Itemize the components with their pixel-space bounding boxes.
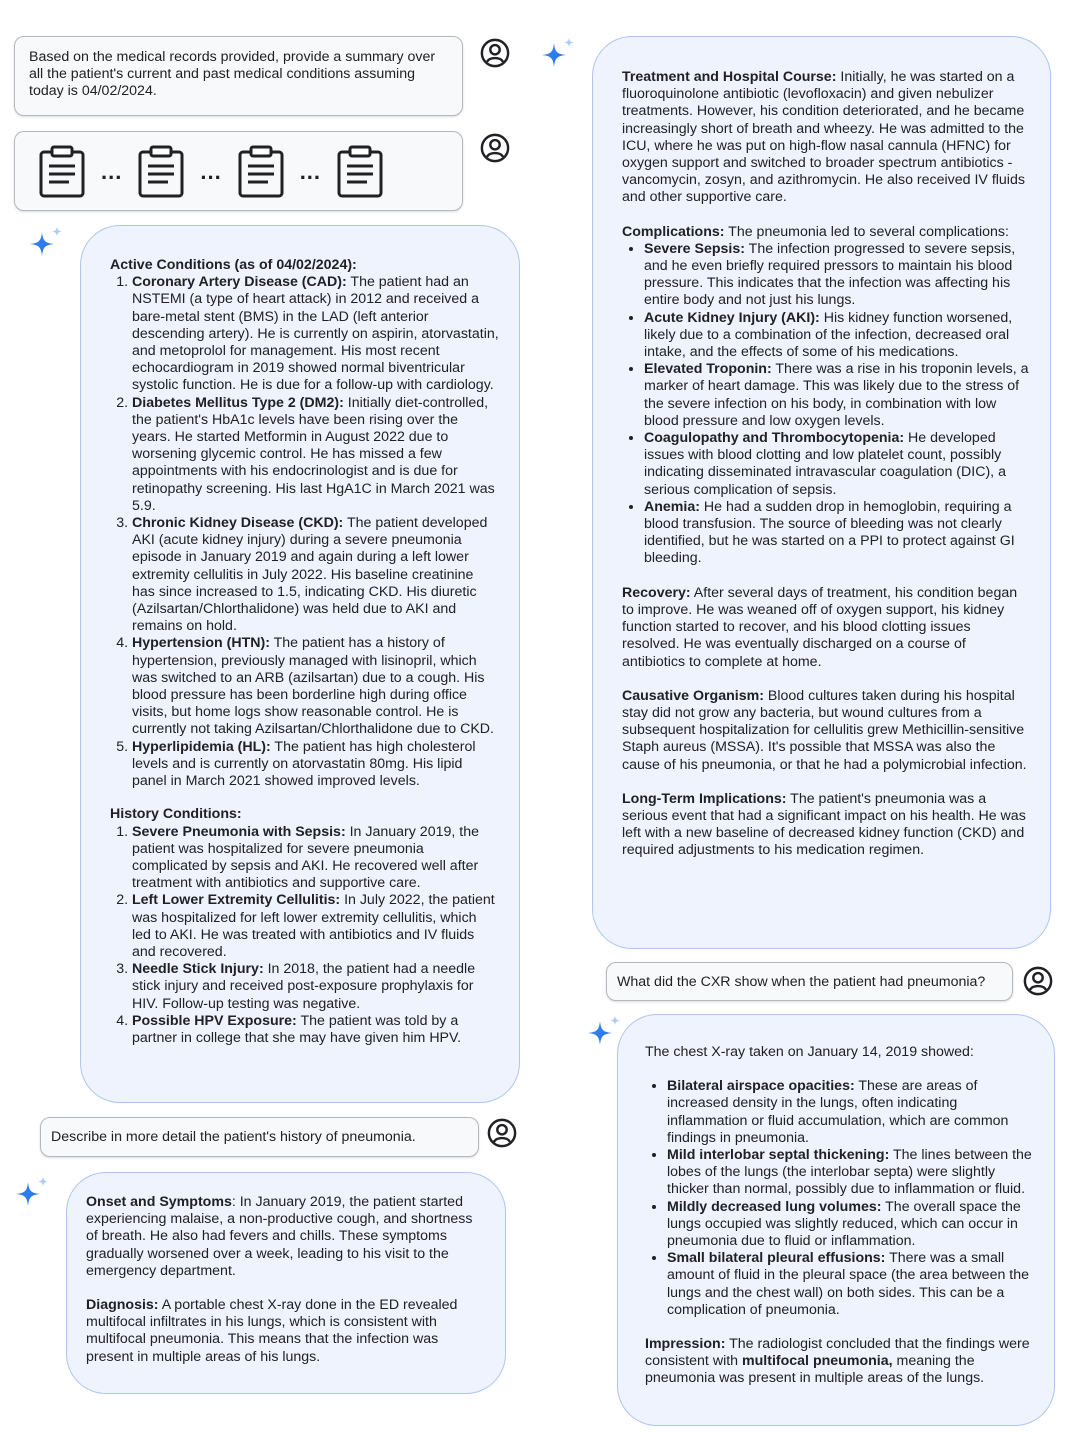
prompt-pneumonia-text: Describe in more detail the patient's history of pneumonia.: [51, 1129, 416, 1145]
list-item: • Acute Kidney Injury (AKI): His kidney function worsened, likely due to a combination of the infection, decreased oral intake, and the effects of some of his medications.: [644, 310, 1030, 362]
active-conditions-list: [110, 274, 499, 790]
response-pneumonia-part2: [592, 36, 1051, 949]
list-item: • Bilateral airspace opacities: These are areas of increased density in the lungs, often indicating inflammation or fluid accumulation, which are common findings in pneumonia.: [667, 1078, 1036, 1147]
user-avatar-icon: [480, 133, 510, 163]
diagnosis-section: Diagnosis: A portable chest X-ray done in the ED revealed multifocal infiltrates in his lungs, which is consistent with multifocal pneumonia. This means that the infection was present in multiple areas of his lungs.: [86, 1297, 458, 1365]
attachments-panel: [14, 131, 463, 211]
list-item: 2. Diabetes Mellitus Type 2 (DM2): Initially diet-controlled, the patient's HbA1c levels have been rising over the years. He started Metformin in August 2022 due to worsening glycemic control. He has missed a few appointments with his endocrinologist and is due for retinopathy screening. His last HgA1C in March 2021 was 5.9.: [132, 395, 499, 515]
gemini-sparkle-icon: [586, 1015, 622, 1051]
list-item: 3. Needle Stick Injury: In 2018, the patient had a needle stick injury and received post-exposure prophylaxis for HIV. Follow-up testing was negative.: [132, 961, 499, 1013]
user-avatar-icon: [1023, 966, 1053, 996]
gemini-sparkle-icon: [28, 226, 64, 262]
list-item: • Mild interlobar septal thickening: The lines between the lobes of the lungs (the interlobar septa) were slightly thicker than normal, possibly due to inflammation or fluid.: [667, 1147, 1036, 1199]
response-summary: [80, 225, 520, 1103]
list-item: 4. Hypertension (HTN): The patient has a history of hypertension, previously managed with lisinopril, which was switched to an ARB (azilsartan) due to a cough. His blood pressure has been borderline high during office visits, but home logs show reasonable control. He is currently not taking Azilsartan/Chlorthalidone due to CKD.: [132, 635, 499, 738]
complications-section: Complications: The pneumonia led to several complications: • Severe Sepsis: The infection progressed to severe sepsis, and he even briefly required pressors to maintain his blood pressure. This indicates that the infection was affecting his entire body and not just his lungs. • Acute Kidney Injury (AKI): His kidney function worsened, likely due to a combination of the infection, decreased oral intake, and the effects of some of his medications. • Elevated Troponin: There was a rise in his troponin levels, a marker of heart damage. This was likely due to the stress of the severe infection on his body, in combination with low blood pressure and low oxygen levels. • Coagulopathy and Thrombocytopenia: He developed issues with blood clotting and low platelet count, possibly indicating disseminated intravascular coagulation (DIC), a serious complication of sepsis. • Anemia: He had a sudden drop in hemoglobin, requiring a blood transfusion. The source of bleeding was not clearly identified, but he was started on a PPI to protect against GI bleeding.: [622, 224, 1030, 568]
list-item: • Severe Sepsis: The infection progressed to severe sepsis, and he even briefly required pressors to maintain his blood pressure. This indicates that the infection was affecting his entire body and not just his lungs.: [644, 241, 1030, 310]
history-conditions-heading: History Conditions:: [110, 806, 242, 823]
list-item: 3. Chronic Kidney Disease (CKD): The patient developed AKI (acute kidney injury) during a severe pneumonia episode in January 2019 and again during a left lower extremity cellulitis in July 2022. His baseline creatinine has since increased to 1.5, indicating CKD. His diuretic (Azilsartan/Chlorthalidone) was held due to AKI and remains on hold.: [132, 515, 499, 635]
long-term-section: Long-Term Implications: The patient's pneumonia was a serious event that had a significant impact on his health. He was left with a new baseline of decreased kidney function (CKD) and required adjustments to his medication regimen.: [622, 790, 1026, 859]
gemini-sparkle-icon: [540, 37, 576, 73]
list-item: 5. Hyperlipidemia (HL): The patient has high cholesterol levels and is currently on atorvastatin 80mg. His lipid panel in March 2021 showed improved levels.: [132, 739, 499, 791]
document-icon[interactable]: [236, 144, 286, 198]
user-avatar-icon: [480, 38, 510, 68]
user-avatar-icon: [487, 1118, 517, 1148]
ellipsis: ...: [200, 158, 222, 184]
recovery-section: Recovery: After several days of treatment, his condition began to improve. He was weaned off of oxygen support, his kidney function started to recover, and his blood clotting issues resolved. He was eventually discharged on a course of antibiotics to complete at home.: [622, 584, 1018, 670]
list-item: • Mildly decreased lung volumes: The overall space the lungs occupied was slightly reduced, which can occur in pneumonia due to fluid or inflammation.: [667, 1199, 1036, 1251]
list-item: 1. Coronary Artery Disease (CAD): The patient had an NSTEMI (a type of heart attack) in 2012 and received a bare-metal stent (BMS) in the LAD (left anterior descending artery). He is currently on aspirin, atorvastatin, and metoprolol for management. His most recent echocardiogram in 2019 showed normal biventricular systolic function. He is due for a follow-up with cardiology.: [132, 274, 499, 394]
list-item: 1. Severe Pneumonia with Sepsis: In January 2019, the patient was hospitalized for severe pneumonia complicated by sepsis and AKI. He recovered well after treatment with antibiotics and supportive care.: [132, 824, 499, 893]
ellipsis: ...: [299, 158, 322, 184]
list-item: • Small bilateral pleural effusions: There was a small amount of fluid in the pleural space (the area between the lungs and the chest wall) on both sides. This can be a complication of pneumonia.: [667, 1250, 1036, 1319]
list-item: 4. Possible HPV Exposure: The patient was told by a partner in college that she may have given him HPV.: [132, 1013, 499, 1047]
prompt-cxr-text: What did the CXR show when the patient had pneumonia?: [617, 974, 986, 990]
organism-section: Causative Organism: Blood cultures taken during his hospital stay did not grow any bacteria, but wound cultures from a subsequent hospitalization for cellulitis grew Methicillin-sensitive Staph aureus (MSSA). It's possible that MSSA was also the cause of his pneumonia, or that he had a polymicrobial infection.: [622, 687, 1027, 773]
list-item: • Coagulopathy and Thrombocytopenia: He developed issues with blood clotting and low platelet count, possibly indicating disseminated intravascular coagulation (DIC), a serious complication of sepsis.: [644, 430, 1030, 499]
list-item: 2. Left Lower Extremity Cellulitis: In July 2022, the patient was hospitalized for left lower extremity cellulitis, which led to AKI. He was treated with antibiotics and IV fluids and recovered.: [132, 892, 499, 961]
list-item: • Elevated Troponin: There was a rise in his troponin levels, a marker of heart damage. This was likely due to the stress of the severe infection on his body, in combination with low blood pressure and low oxygen levels.: [644, 361, 1030, 430]
response-cxr: [617, 1014, 1055, 1426]
cxr-findings-list: [645, 1078, 1036, 1319]
response-pneumonia-part1: [66, 1172, 506, 1394]
prompt-summary: [14, 36, 463, 116]
active-conditions-heading: Active Conditions (as of 04/02/2024):: [110, 257, 357, 273]
prompt-pneumonia: [40, 1117, 479, 1157]
history-conditions-list: [110, 824, 499, 1048]
document-icon[interactable]: [37, 144, 87, 198]
prompt-summary-text: Based on the medical records provided, provide a summary over all the patient's current and past medical conditions assuming today is 04/02/2024.: [29, 49, 436, 99]
impression-section: Impression: The radiologist concluded that the findings were consistent with multifocal pneumonia, meaning the pneumonia was present in multiple areas of the lungs.: [645, 1336, 1030, 1387]
ellipsis: ...: [101, 158, 123, 184]
complications-list: [622, 241, 1030, 568]
treatment-section: Treatment and Hospital Course: Initially, he was started on a fluoroquinolone antibiotic (levofloxacin) and given nebulizer treatments. However, his condition deteriorated, and he became increasingly short of breath and wheezy. He was admitted to the ICU, where he was put on high-flow nasal cannula (HFNC) for oxygen support and switched to broader spectrum antibiotics - vancomycin, zosyn, and azithromycin. He also received IV fluids and other supportive care.: [622, 69, 1025, 206]
prompt-cxr: [606, 962, 1013, 1001]
onset-section: Onset and Symptoms: In January 2019, the patient started experiencing malaise, a non-productive cough, and shortness of breath. He also had fevers and chills. These symptoms gradually worsened over a week, leading to his visit to the emergency department.: [86, 1194, 473, 1279]
document-icon[interactable]: [335, 144, 385, 198]
cxr-intro: The chest X-ray taken on January 14, 2019 showed:: [645, 1044, 974, 1060]
document-icon[interactable]: [136, 144, 186, 198]
gemini-sparkle-icon: [14, 1176, 50, 1212]
list-item: • Anemia: He had a sudden drop in hemoglobin, requiring a blood transfusion. The source of bleeding was not clearly identified, but he was started on a PPI to protect against GI bleeding.: [644, 499, 1030, 568]
